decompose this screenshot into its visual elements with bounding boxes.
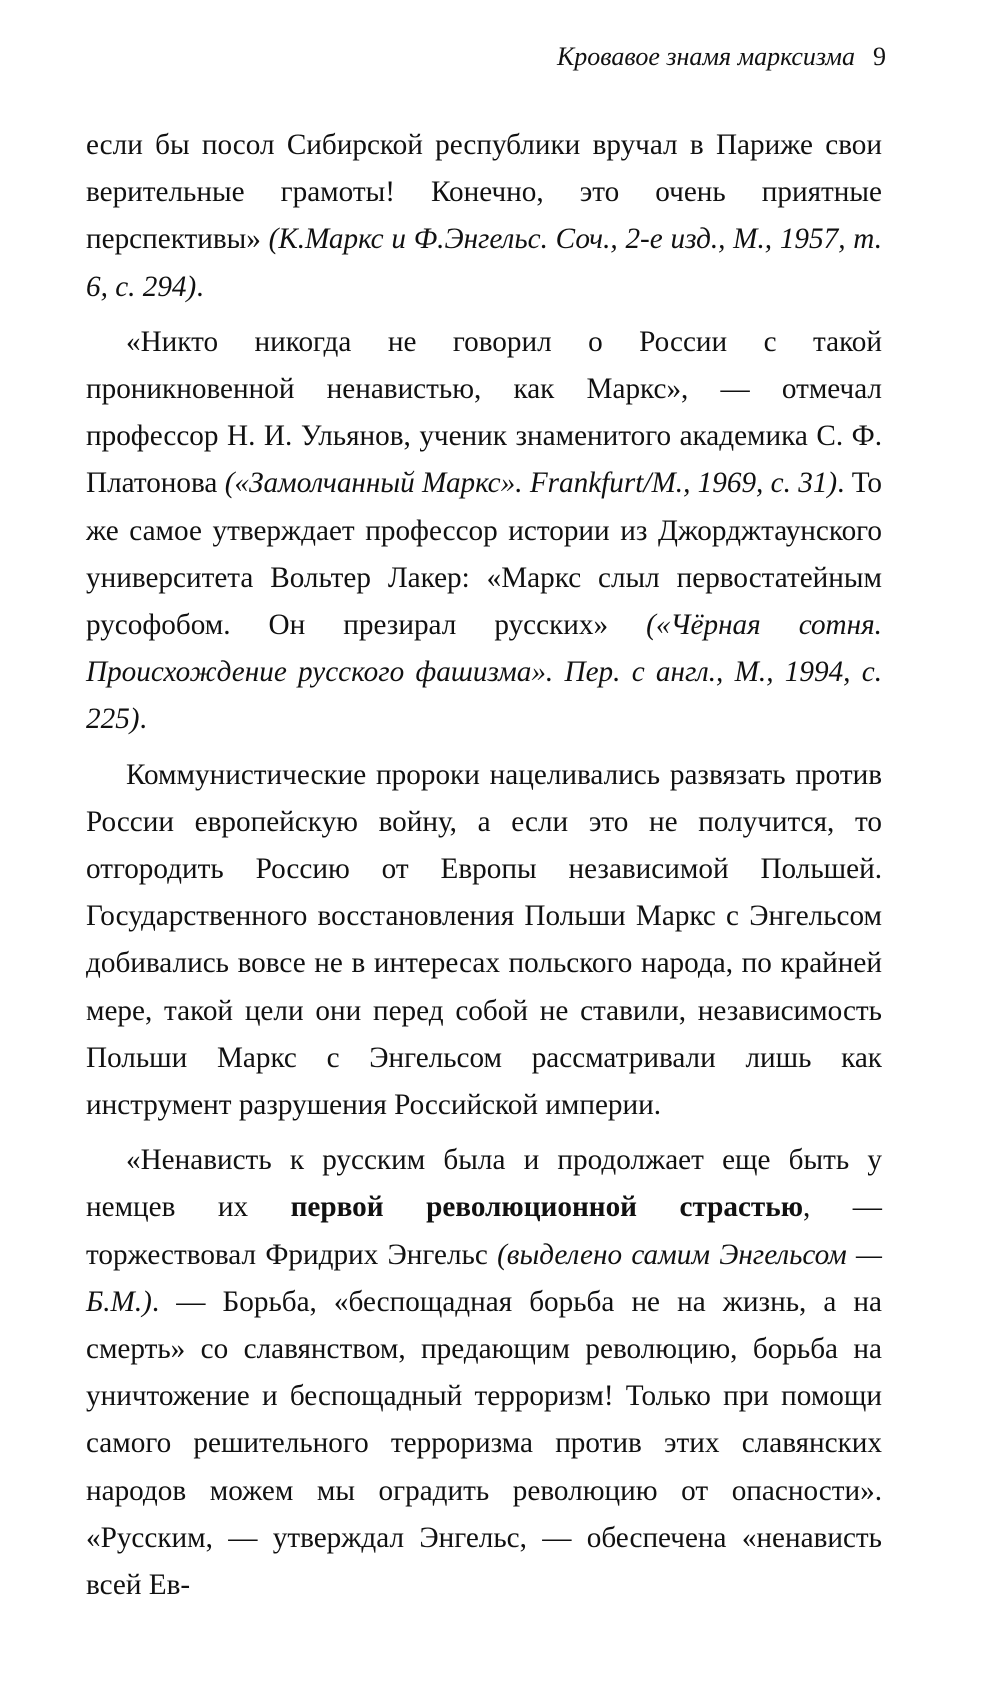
paragraph-2-end: . xyxy=(139,703,147,736)
paragraph-1-text: если бы посол Сибирской республики вручал в Париже свои верительные грамоты! Конечно, это очень приятные перспективы» xyxy=(86,129,882,256)
paragraph-4 xyxy=(86,1137,882,1609)
running-title: Кровавое знамя марксизма xyxy=(557,42,855,71)
paragraph-1 xyxy=(86,122,882,311)
paragraph-3 xyxy=(86,752,882,1130)
citation: (выделено самим Энгельсом — Б.М.) xyxy=(86,1238,882,1318)
paragraph-3-text: Коммунистические пророки нацеливались развязать против России европейскую войну, а если это не получится, то отгородить Россию от Европы независимой Польшей. Государственного восстановления Польши Маркс с Энгельсом добивались вовсе не в интересах польского народа, по крайней мере, такой цели они перед собой не ставили, независимость Польши Маркс с Энгельсом рассматривали лишь как инструмент разрушения Российской империи. xyxy=(86,758,882,1122)
page-number: 9 xyxy=(873,42,886,71)
paragraph-2-text: «Никто никогда не говорил о России с такой проникновенной ненавистью, как Маркс», — отмечал профессор Н. И. Ульянов, ученик знаменитого академика С. Ф. Платонова xyxy=(86,325,882,500)
bold-emphasis: первой революционной страстью xyxy=(290,1191,803,1224)
paragraph-2 xyxy=(86,319,882,744)
paragraph-1-end: . xyxy=(196,270,204,303)
citation: («Чёрная сотня. Происхождение русского фашизма». Пер. с англ., М., 1994, с. 225) xyxy=(86,609,882,736)
paragraph-2-text-continued: . То же самое утверждает профессор истории из Джорджтаунского университета Вольтер Лакер: «Маркс слыл первостатейным русофобом. Он презирал русских» xyxy=(86,467,882,642)
paragraph-4-text-continued: , — торжествовал Фридрих Энгельс xyxy=(86,1191,882,1271)
citation: («Замолчанный Маркс». Frankfurt/M., 1969, с. 31) xyxy=(224,467,838,500)
paragraph-4-text: «Ненависть к русским была и продолжает еще быть у немцев их xyxy=(86,1144,882,1224)
paragraph-4-end: . — Борьба, «беспощадная борьба не на жизнь, а на смерть» со славянством, предающим революцию, борьба на уничтожение и беспощадный терроризм! Только при помощи самого решительного терроризма против этих славянских народов можем мы оградить революцию от опасности». «Русским, — утверждал Энгельс, — обеспечена «ненависть всей Ев- xyxy=(86,1285,882,1602)
citation: (К.Маркс и Ф.Энгельс. Соч., 2-е изд., М., 1957, т. 6, с. 294) xyxy=(86,223,882,303)
running-head xyxy=(84,42,886,72)
body-text xyxy=(86,122,882,1609)
